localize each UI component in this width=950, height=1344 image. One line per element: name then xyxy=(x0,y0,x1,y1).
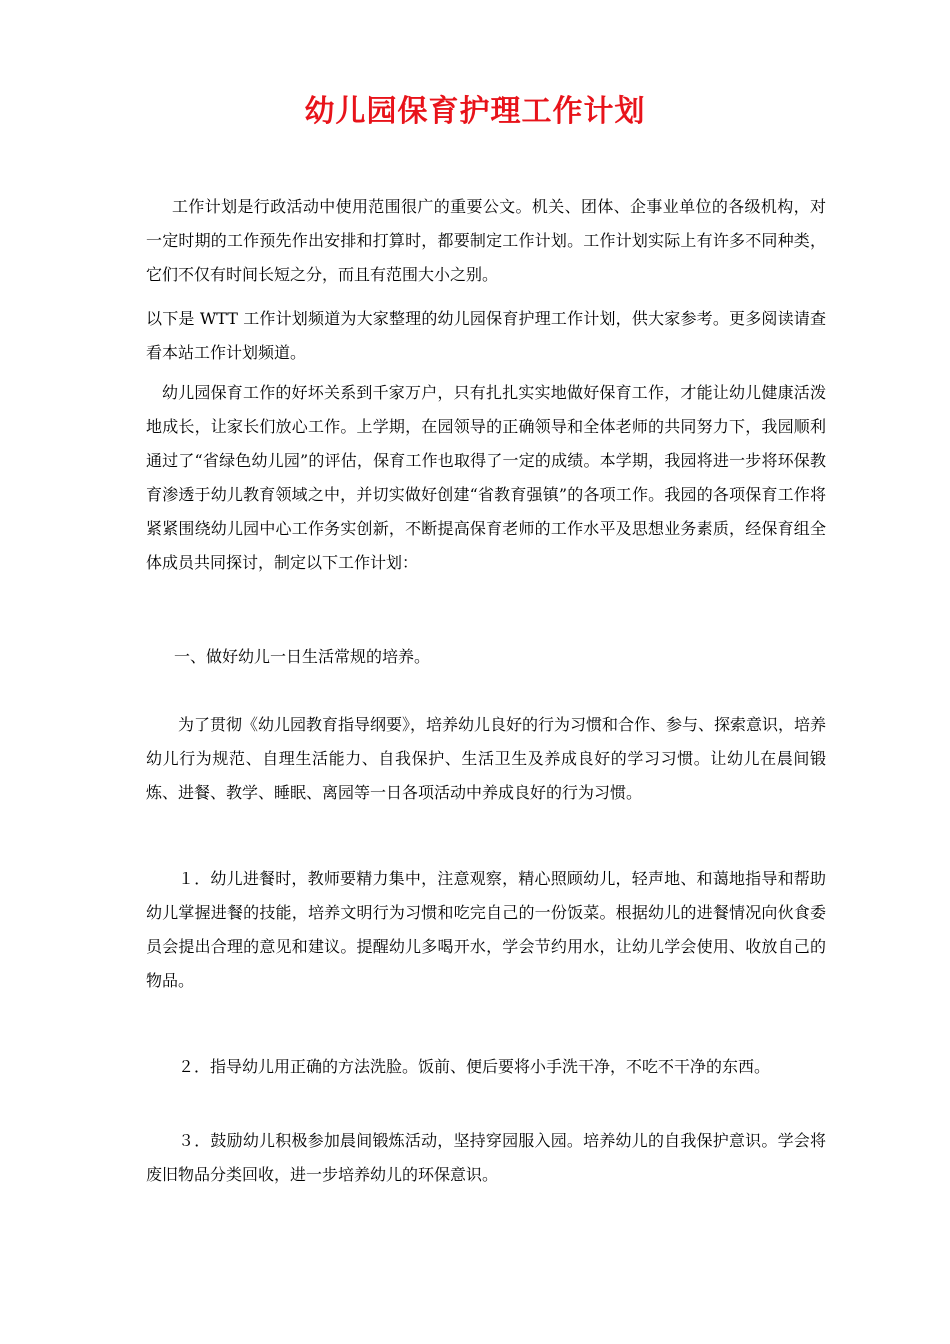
list-item-2: ２．指导幼儿用正确的方法洗脸。饭前、便后要将小手洗干净，不吃不干净的东西。 xyxy=(178,1057,771,1076)
guide-paragraph: 为了贯彻《幼儿园教育指导纲要》，培养幼儿良好的行为习惯和合作、参与、探索意识，培养幼儿行为规范、自理生活能力、自我保护、生活卫生及养成良好的学习习惯。让幼儿在晨间锻炼、进餐、教学、睡眠、离园等一日各项活动中养成良好的行为习惯。 xyxy=(146,715,827,802)
section-heading-1: 一、做好幼儿一日生活常规的培养。 xyxy=(174,647,431,666)
document-title: 幼儿园保育护理工作计划 xyxy=(304,94,646,129)
list-item-3: ３．鼓励幼儿积极参加晨间锻炼活动，坚持穿园服入园。培养幼儿的自我保护意识。学会将废旧物品分类回收，进一步培养幼儿的环保意识。 xyxy=(146,1131,826,1184)
intro-note-paragraph: 以下是 WTT 工作计划频道为大家整理的幼儿园保育护理工作计划，供大家参考。更多阅读请查看本站工作计划频道。 xyxy=(146,309,826,362)
intro-paragraph: 工作计划是行政活动中使用范围很广的重要公文。机关、团体、企事业单位的各级机构，对一定时期的工作预先作出安排和打算时，都要制定工作计划。工作计划实际上有许多不同种类，它们不仅有时间长短之分，而且有范围大小之别。 xyxy=(146,197,826,284)
main-paragraph: 幼儿园保育工作的好坏关系到千家万户，只有扎扎实实地做好保育工作，才能让幼儿健康活泼地成长，让家长们放心工作。上学期，在园领导的正确领导和全体老师的共同努力下，我园顺利通过了“省绿色幼儿园”的评估，保育工作也取得了一定的成绩。本学期，我园将进一步将环保教育渗透于幼儿教育领域之中，并切实做好创建“省教育强镇”的各项工作。我园的各项保育工作将紧紧围绕幼儿园中心工作务实创新，不断提高保育老师的工作水平及思想业务素质，经保育组全体成员共同探讨，制定以下工作计划： xyxy=(146,383,826,572)
list-item-1: １．幼儿进餐时，教师要精力集中，注意观察，精心照顾幼儿，轻声地、和蔼地指导和帮助幼儿掌握进餐的技能，培养文明行为习惯和吃完自己的一份饭菜。根据幼儿的进餐情况向伙食委员会提出合理的意见和建议。提醒幼儿多喝开水，学会节约用水，让幼儿学会使用、收放自己的物品。 xyxy=(146,869,826,990)
